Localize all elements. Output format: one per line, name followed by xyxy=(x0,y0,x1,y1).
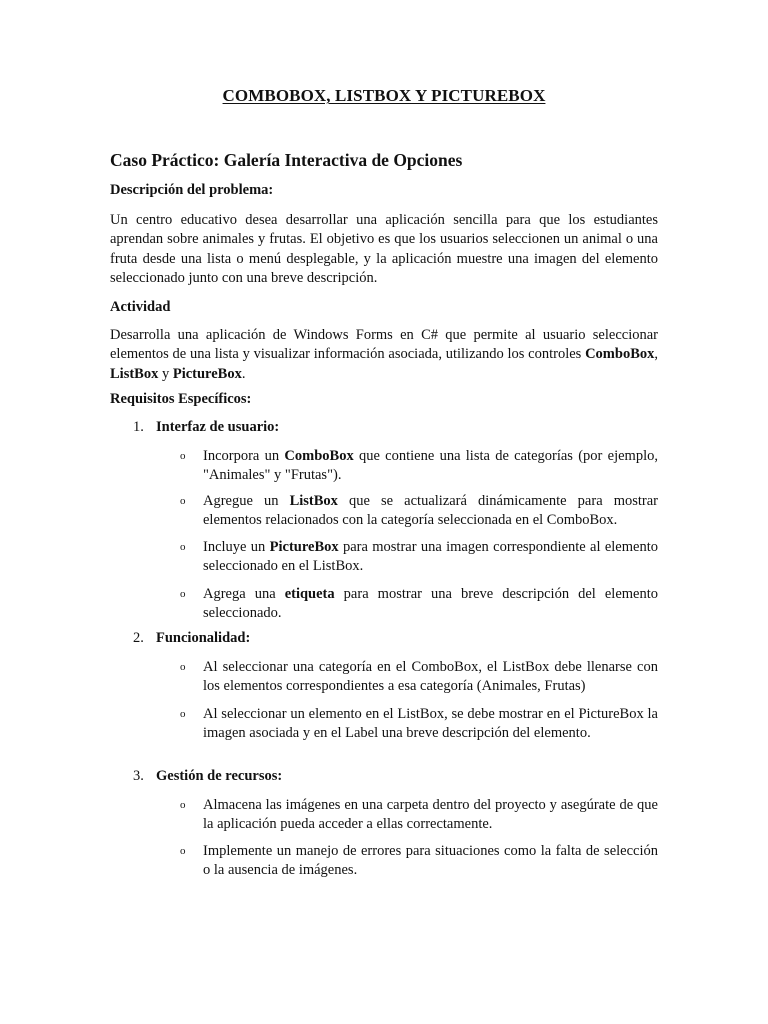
bullet-icon: o xyxy=(180,450,186,462)
activity-text: Desarrolla una aplicación de Windows Forms en C# que permite al usuario seleccionar elementos de una lista y visualizar información asociada, utilizando los controles ComboBox, ListBox y PictureBox. xyxy=(110,327,658,382)
bullet-icon: o xyxy=(180,588,186,600)
requirement-section-3: 3. Gestión de recursos: xyxy=(133,768,283,784)
case-title: Caso Práctico: Galería Interactiva de Opciones xyxy=(110,150,463,170)
problem-heading: Descripción del problema: xyxy=(110,182,274,198)
list-item: o Agrega una etiqueta para mostrar una breve descripción del elemento seleccionado. xyxy=(180,586,659,622)
activity-heading: Actividad xyxy=(110,299,171,315)
list-item: o Al seleccionar una categoría en el ComboBox, el ListBox debe llenarse con los elementos correspondientes a esa categoría (Animales, Frutas) xyxy=(180,659,658,695)
list-item: o Agregue un ListBox que se actualizará dinámicamente para mostrar elementos relacionados con la categoría seleccionada en el ComboBox. xyxy=(180,493,658,529)
requirement-section-2: 2. Funcionalidad: xyxy=(133,630,251,646)
activity-listbox-term: ListBox xyxy=(110,365,159,382)
activity-picturebox-term: PictureBox xyxy=(172,365,242,382)
bullet-icon: o xyxy=(180,661,186,673)
requirement-section-1: 1. Interfaz de usuario: xyxy=(133,419,280,435)
activity-combobox-term: ComboBox xyxy=(585,346,655,363)
bullet-icon: o xyxy=(180,708,186,720)
bullet-icon: o xyxy=(180,541,186,553)
problem-text: Un centro educativo desea desarrollar una aplicación sencilla para que los estudiantes aprendan sobre animales y frutas. El objetivo es que los usuarios seleccionen un animal o una fruta desde una lista o menú desplegable, y la aplicación muestre una imagen del elemento seleccionado junto con una breve descripción. xyxy=(110,212,658,286)
list-item: o Implemente un manejo de errores para situaciones como la falta de selección o la ausencia de imágenes. xyxy=(180,843,658,879)
document-title: COMBOBOX, LISTBOX Y PICTUREBOX xyxy=(222,86,546,105)
list-item: o Al seleccionar un elemento en el ListBox, se debe mostrar en el PictureBox la imagen asociada y en el Label una breve descripción del elemento. xyxy=(180,706,658,742)
list-item: o Almacena las imágenes en una carpeta dentro del proyecto y asegúrate de que la aplicación pueda acceder a ellas correctamente. xyxy=(180,797,658,833)
bullet-icon: o xyxy=(180,495,186,507)
requirements-heading: Requisitos Específicos: xyxy=(110,391,252,407)
bullet-icon: o xyxy=(180,845,186,857)
list-item: o Incluye un PictureBox para mostrar una imagen correspondiente al elemento seleccionado en el ListBox. xyxy=(180,539,658,575)
bullet-icon: o xyxy=(180,799,186,811)
list-item: o Incorpora un ComboBox que contiene una lista de categorías (por ejemplo, "Animales" y "Frutas"). xyxy=(180,448,658,484)
